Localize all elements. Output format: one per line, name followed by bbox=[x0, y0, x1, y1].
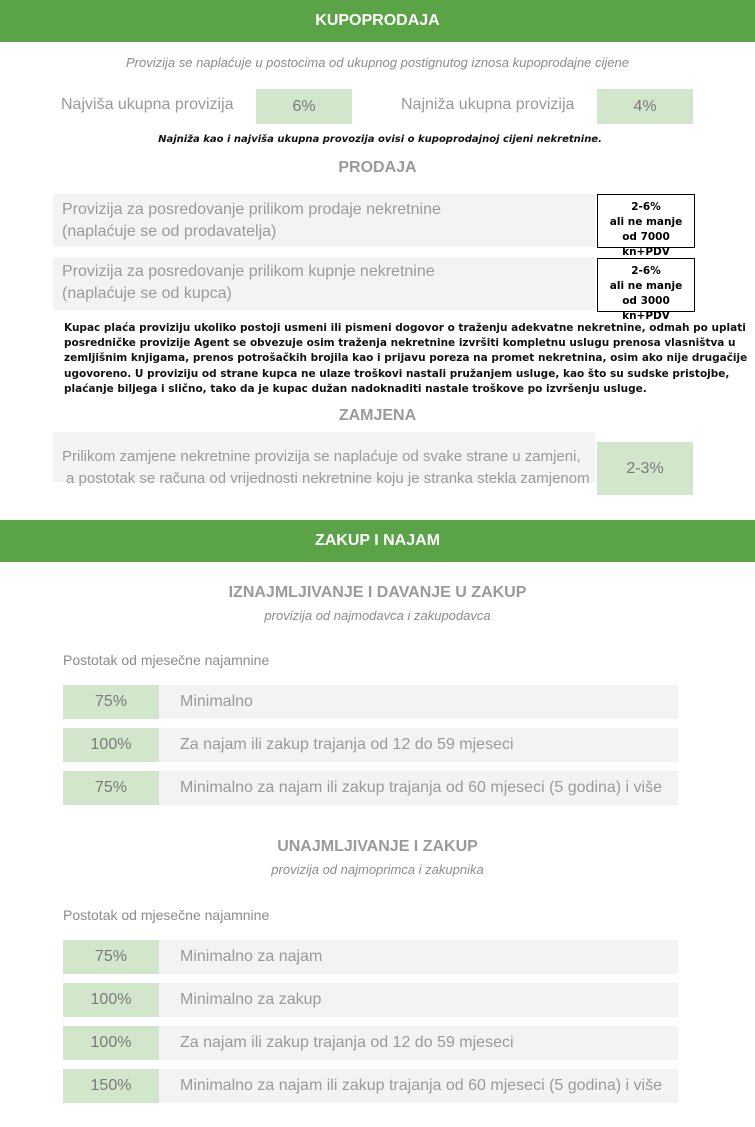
purchase-commission-range: 2-6% bbox=[631, 265, 661, 277]
note-line: ugovoreno. U proviziju od strane kupca ne ulaze troškovi nastali pružanjem usluge, kao što su sudske pristojbe, bbox=[64, 367, 730, 380]
exchange-commission-value: 2-3% bbox=[597, 442, 693, 495]
sale-commission-line1: Provizija za posredovanje prilikom prodaje nekretnine bbox=[62, 201, 441, 218]
zamjena-heading: ZAMJENA bbox=[338, 407, 417, 424]
note-line: posredničke provizije Agent se obvezuje osim traženja nekretnine izvršiti kompletnu uslugu prenosa vlasništva u bbox=[64, 337, 736, 350]
note-line: zemljišnim knjigama, prenos potrošačkih brojila kao i prijavu poreza na promet nekretnina, osim ako nije drugačije bbox=[64, 352, 748, 365]
sale-commission-line2: (naplaćuje se od prodavatelja) bbox=[62, 223, 277, 240]
renting-heading: UNAJMLJIVANJE I ZAKUP bbox=[277, 838, 478, 855]
renting-subtitle: provizija od najmoprimca i zakupnika bbox=[271, 862, 484, 877]
row-text: Za najam ili zakup trajanja od 12 do 59 mjeseci bbox=[180, 736, 514, 753]
buyer-commission-note bbox=[64, 321, 754, 397]
note-line: plaćanje biljega i slično, tako da je kupac dužan nadoknaditi nastale troškove po izvršenju usluge. bbox=[64, 382, 647, 395]
row-text: Minimalno za najam bbox=[180, 948, 323, 965]
max-commission-label: Najviša ukupna provizija bbox=[61, 96, 234, 113]
row-percent: 150% bbox=[63, 1069, 159, 1103]
commission-note: Najniža kao i najviša ukupna provozija ovisi o kupoprodajnoj cijeni nekretnine. bbox=[158, 134, 602, 145]
sale-commission-min-text: ali ne manje bbox=[609, 216, 683, 228]
row-percent: 100% bbox=[63, 983, 159, 1017]
purchase-commission-line1: Provizija za posredovanje prilikom kupnje nekretnine bbox=[62, 263, 435, 280]
row-text: Minimalno za zakup bbox=[180, 991, 322, 1008]
row-percent: 75% bbox=[63, 940, 159, 974]
sale-commission-min-amount: od 7000 kn+PDV bbox=[622, 231, 670, 258]
row-percent: 75% bbox=[63, 685, 159, 719]
sale-commission-value bbox=[597, 194, 695, 258]
row-percent: 100% bbox=[63, 1026, 159, 1060]
kupoprodaja-subtitle: Provizija se naplaćuje u postocima od ukupnog postignutog iznosa kupoprodajne cijene bbox=[125, 55, 629, 70]
letting-label: Postotak od mjesečne najamnine bbox=[63, 652, 270, 668]
row-percent: 75% bbox=[63, 771, 159, 805]
letting-subtitle: provizija od najmodavca i zakupodavca bbox=[264, 608, 491, 623]
kupoprodaja-banner: KUPOPRODAJA bbox=[0, 0, 755, 42]
sale-commission-range: 2-6% bbox=[631, 201, 661, 213]
row-text: Minimalno bbox=[180, 693, 253, 710]
row-percent: 100% bbox=[63, 728, 159, 762]
purchase-commission-min-text: ali ne manje bbox=[609, 280, 683, 292]
purchase-commission-line2: (naplaćuje se od kupca) bbox=[62, 285, 232, 302]
zakup-banner: ZAKUP I NAJAM bbox=[0, 520, 755, 562]
purchase-commission-value bbox=[597, 258, 695, 322]
max-commission-value: 6% bbox=[256, 89, 352, 124]
purchase-commission-min-amount: od 3000 kn+PDV bbox=[622, 295, 670, 322]
letting-heading: IZNAJMLJIVANJE I DAVANJE U ZAKUP bbox=[228, 584, 527, 601]
row-text: Minimalno za najam ili zakup trajanja od 60 mjeseci (5 godina) i više bbox=[180, 1077, 663, 1094]
row-text: Minimalno za najam ili zakup trajanja od 60 mjeseci (5 godina) i više bbox=[180, 779, 663, 796]
note-line: Kupac plaća proviziju ukoliko postoji usmeni ili pismeni dogovor o traženju adekvatne nekretnine, odmah po uplati bbox=[64, 322, 746, 334]
prodaja-heading: PRODAJA bbox=[338, 159, 417, 176]
exchange-commission-row bbox=[53, 432, 595, 487]
row-text: Za najam ili zakup trajanja od 12 do 59 mjeseci bbox=[180, 1034, 514, 1051]
min-commission-label: Najniža ukupna provizija bbox=[401, 96, 575, 113]
exchange-line1: Prilikom zamjene nekretnine provizija se naplaćuje od svake strane u zamjeni, bbox=[62, 448, 581, 465]
exchange-line2: a postotak se računa od vrijednosti nekretnine koju je stranka stekla zamjenom bbox=[66, 470, 590, 487]
sale-commission-row bbox=[53, 194, 595, 247]
renting-label: Postotak od mjesečne najamnine bbox=[63, 907, 270, 923]
purchase-commission-row bbox=[53, 257, 595, 310]
min-commission-value: 4% bbox=[597, 89, 693, 124]
